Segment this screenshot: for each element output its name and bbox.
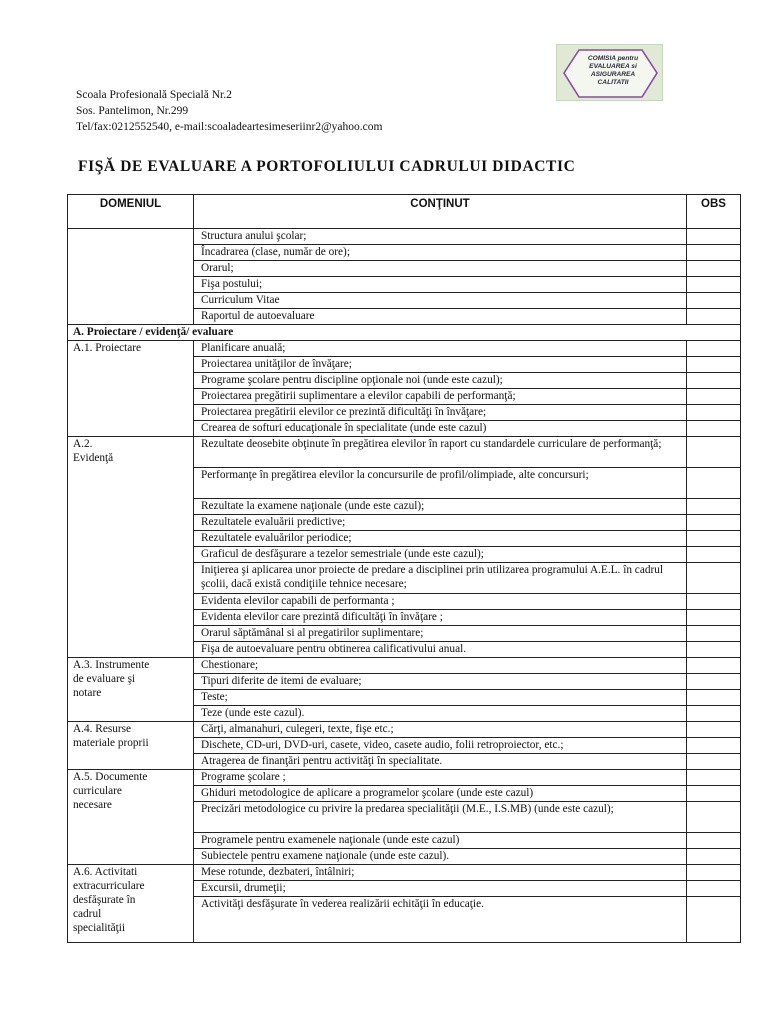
obs-cell[interactable]: [687, 261, 741, 277]
content-cell: Dischete, CD-uri, DVD-uri, casete, video, casete audio, folii retroproiector, etc.;: [194, 738, 687, 754]
school-contact: Tel/fax:0212552540, e-mail:scoaladeartesimeseriinr2@yahoo.com: [76, 121, 383, 133]
content-cell: Rezultate la examene naţionale (unde este cazul);: [194, 499, 687, 515]
domain-a6: A.6. Activitati extracurriculare desfăşurate în cadrul specialităţii: [68, 865, 194, 943]
obs-cell[interactable]: [687, 293, 741, 309]
content-cell: Ghiduri metodologice de aplicare a programelor şcolare (unde este cazul): [194, 786, 687, 802]
section-a-title: A. Proiectare / evidenţă/ evaluare: [68, 325, 741, 341]
content-cell: Fişa de autoevaluare pentru obtinerea calificativului anual.: [194, 642, 687, 658]
domain-a5: A.5. Documente curriculare necesare: [68, 770, 194, 865]
obs-cell[interactable]: [687, 547, 741, 563]
content-cell: Raportul de autoevaluare: [194, 309, 687, 325]
domain-a4: A.4. Resurse materiale proprii: [68, 722, 194, 770]
content-cell: Programe şcolare ;: [194, 770, 687, 786]
obs-cell[interactable]: [687, 563, 741, 594]
content-cell: Orarul;: [194, 261, 687, 277]
obs-cell[interactable]: [687, 897, 741, 943]
content-cell: Teste;: [194, 690, 687, 706]
obs-cell[interactable]: [687, 531, 741, 547]
obs-cell[interactable]: [687, 849, 741, 865]
header-continut: CONŢINUT: [194, 195, 687, 229]
content-cell: Curriculum Vitae: [194, 293, 687, 309]
obs-cell[interactable]: [687, 389, 741, 405]
obs-cell[interactable]: [687, 754, 741, 770]
content-cell: Proiectarea pregătirii suplimentare a elevilor capabili de performanţă;: [194, 389, 687, 405]
obs-cell[interactable]: [687, 865, 741, 881]
school-name: Scoala Profesională Specială Nr.2: [76, 89, 232, 101]
content-cell: Excursii, drumeţii;: [194, 881, 687, 897]
table-row: [68, 341, 741, 357]
table-row: [68, 770, 741, 786]
obs-cell[interactable]: [687, 405, 741, 421]
content-cell: Structura anului şcolar;: [194, 229, 687, 245]
obs-cell[interactable]: [687, 610, 741, 626]
table-row: [68, 437, 741, 468]
content-cell: Tipuri diferite de itemi de evaluare;: [194, 674, 687, 690]
domain-a1: A.1. Proiectare: [68, 341, 194, 437]
content-cell: Rezultatele evaluării predictive;: [194, 515, 687, 531]
commission-stamp: [556, 44, 663, 101]
content-cell: Orarul săptămânal si al pregatirilor suplimentare;: [194, 626, 687, 642]
obs-cell[interactable]: [687, 499, 741, 515]
content-cell: Activităţi desfăşurate în vederea realizării echităţii în educaţie.: [194, 897, 687, 943]
content-cell: Rezultatele evaluărilor periodice;: [194, 531, 687, 547]
table-row: [68, 229, 741, 245]
obs-cell[interactable]: [687, 674, 741, 690]
content-cell: Performanţe în pregătirea elevilor la concursurile de profil/olimpiade, alte concursuri;: [194, 468, 687, 499]
table-row: [68, 865, 741, 881]
stamp-text: COMISIA pentru EVALUAREA si ASIGURAREA CALITATII: [587, 55, 639, 86]
evaluation-table: [67, 194, 741, 943]
obs-cell[interactable]: [687, 738, 741, 754]
obs-cell[interactable]: [687, 357, 741, 373]
obs-cell[interactable]: [687, 626, 741, 642]
table-row: [68, 658, 741, 674]
obs-cell[interactable]: [687, 786, 741, 802]
content-cell: Încadrarea (clase, număr de ore);: [194, 245, 687, 261]
table-row: [68, 722, 741, 738]
content-cell: Programe şcolare pentru discipline opţionale noi (unde este cazul);: [194, 373, 687, 389]
obs-cell[interactable]: [687, 309, 741, 325]
obs-cell[interactable]: [687, 437, 741, 468]
obs-cell[interactable]: [687, 245, 741, 261]
content-cell: Rezultate deosebite obţinute în pregătirea elevilor în raport cu standardele curriculare de performanţă;: [194, 437, 687, 468]
obs-cell[interactable]: [687, 706, 741, 722]
obs-cell[interactable]: [687, 277, 741, 293]
content-cell: Iniţierea şi aplicarea unor proiecte de predare a disciplinei prin utilizarea programului A.E.L. în cadrul şcolii, dacă există condiţiile tehnice necesare;: [194, 563, 687, 594]
obs-cell[interactable]: [687, 881, 741, 897]
content-cell: Programele pentru examenele naţionale (unde este cazul): [194, 833, 687, 849]
table-header-row: [68, 195, 741, 229]
content-cell: Cărţi, almanahuri, culegeri, texte, fişe etc.;: [194, 722, 687, 738]
content-cell: Graficul de desfăşurare a tezelor semestriale (unde este cazul);: [194, 547, 687, 563]
content-cell: Proiectarea pregătirii elevilor ce prezintă dificultăţi în învăţare;: [194, 405, 687, 421]
content-cell: Subiectele pentru examene naţionale (unde este cazul).: [194, 849, 687, 865]
obs-cell[interactable]: [687, 802, 741, 833]
header-domeniul: DOMENIUL: [68, 195, 194, 229]
obs-cell[interactable]: [687, 722, 741, 738]
obs-cell[interactable]: [687, 658, 741, 674]
obs-cell[interactable]: [687, 770, 741, 786]
domain-a2: A.2. Evidenţă: [68, 437, 194, 658]
general-domain-cell: [68, 229, 194, 325]
content-cell: Proiectarea unităţilor de învăţare;: [194, 357, 687, 373]
content-cell: Evidenta elevilor care prezintă dificultăţi în învăţare ;: [194, 610, 687, 626]
content-cell: Teze (unde este cazul).: [194, 706, 687, 722]
obs-cell[interactable]: [687, 690, 741, 706]
section-row: [68, 325, 741, 341]
obs-cell[interactable]: [687, 421, 741, 437]
school-header: [76, 87, 382, 135]
header-obs: OBS: [687, 195, 741, 229]
content-cell: Mese rotunde, dezbateri, întâlniri;: [194, 865, 687, 881]
school-address: Sos. Pantelimon, Nr.299: [76, 105, 189, 117]
document-title: FIŞĂ DE EVALUARE A PORTOFOLIULUI CADRULUI DIDACTIC: [78, 158, 576, 175]
obs-cell[interactable]: [687, 468, 741, 499]
content-cell: Precizări metodologice cu privire la predarea specialităţii (M.E., I.S.MB) (unde este cazul);: [194, 802, 687, 833]
domain-a3: A.3. Instrumente de evaluare şi notare: [68, 658, 194, 722]
obs-cell[interactable]: [687, 594, 741, 610]
content-cell: Evidenta elevilor capabili de performanta ;: [194, 594, 687, 610]
obs-cell[interactable]: [687, 229, 741, 245]
obs-cell[interactable]: [687, 515, 741, 531]
content-cell: Crearea de softuri educaţionale în specialitate (unde este cazul): [194, 421, 687, 437]
obs-cell[interactable]: [687, 833, 741, 849]
obs-cell[interactable]: [687, 341, 741, 357]
content-cell: Planificare anuală;: [194, 341, 687, 357]
content-cell: Chestionare;: [194, 658, 687, 674]
content-cell: Fişa postului;: [194, 277, 687, 293]
content-cell: Atragerea de finanţări pentru activităţi în specialitate.: [194, 754, 687, 770]
obs-cell[interactable]: [687, 373, 741, 389]
obs-cell[interactable]: [687, 642, 741, 658]
